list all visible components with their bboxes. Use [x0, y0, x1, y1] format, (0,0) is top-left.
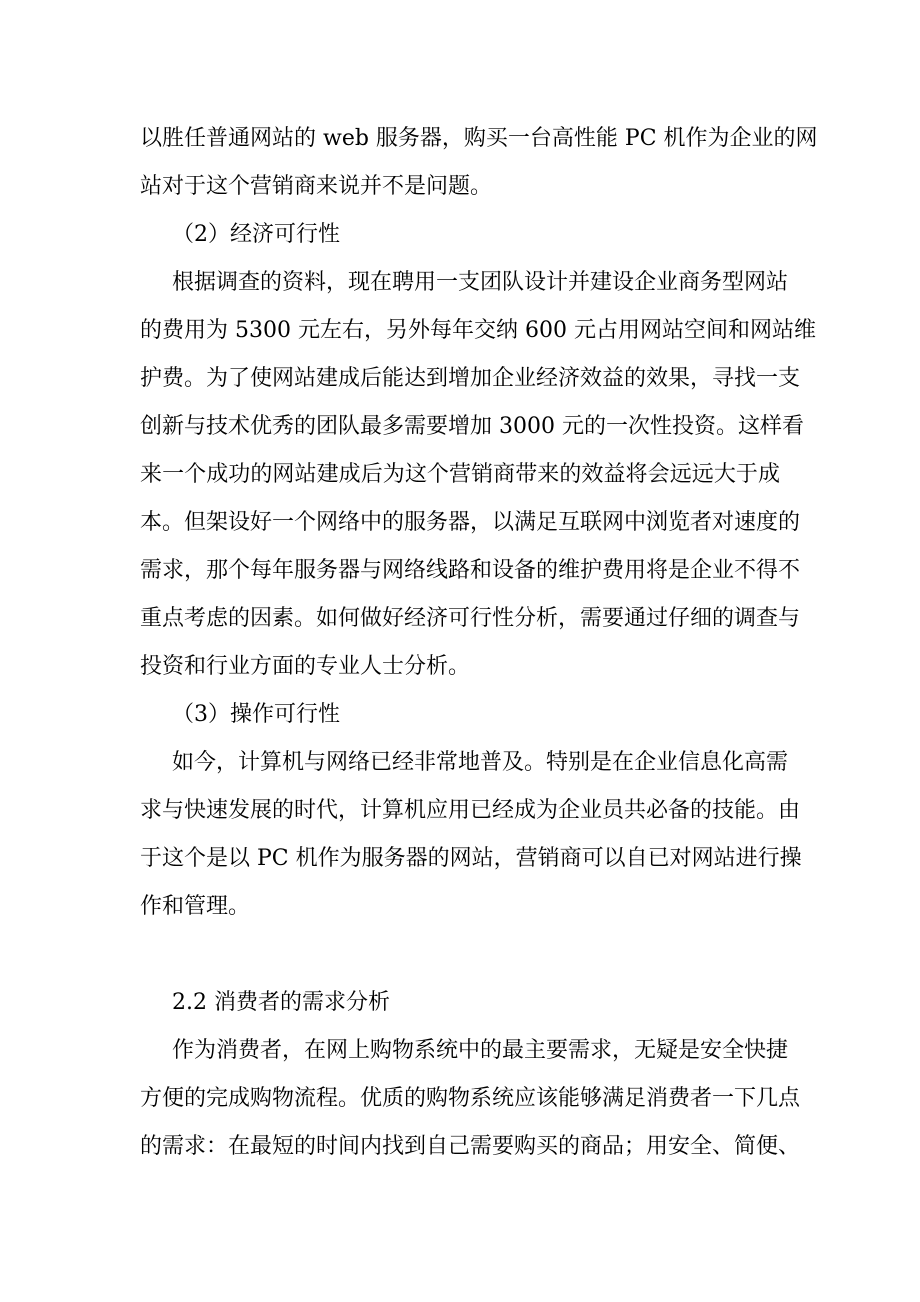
paragraph-line: 的需求：在最短的时间内找到自己需要购买的商品；用安全、简便、	[140, 1134, 801, 1159]
paragraph-line: 本。但架设好一个网络中的服务器，以满足互联网中浏览者对速度的	[140, 510, 801, 535]
paragraph-line: 根据调查的资料，现在聘用一支团队设计并建设企业商务型网站	[172, 270, 789, 295]
paragraph-line: 以胜任普通网站的 web 服务器，购买一台高性能 PC 机作为企业的网	[140, 126, 818, 151]
paragraph-line: 作和管理。	[140, 894, 251, 919]
paragraph-line: 求与快速发展的时代，计算机应用已经成为企业员共必备的技能。由	[140, 798, 801, 823]
section-title: 2.2 消费者的需求分析	[172, 990, 390, 1015]
paragraph-line: 创新与技术优秀的团队最多需要增加 3000 元的一次性投资。这样看	[140, 414, 804, 439]
heading-economic-feasibility: （2）经济可行性	[172, 222, 340, 247]
paragraph-line: 来一个成功的网站建成后为这个营销商带来的效益将会远远大于成	[140, 462, 780, 487]
paragraph-line: 需求，那个每年服务器与网络线路和设备的维护费用将是企业不得不	[140, 558, 801, 583]
paragraph-line: 的费用为 5300 元左右，另外每年交纳 600 元占用网站空间和网站维	[140, 318, 816, 343]
paragraph-line: 护费。为了使网站建成后能达到增加企业经济效益的效果，寻找一支	[140, 366, 801, 391]
paragraph-line: 投资和行业方面的专业人士分析。	[140, 654, 471, 679]
paragraph-line: 方便的完成购物流程。优质的购物系统应该能够满足消费者一下几点	[140, 1086, 801, 1111]
paragraph-line: 重点考虑的因素。如何做好经济可行性分析，需要通过仔细的调查与	[140, 606, 801, 631]
heading-operation-feasibility: （3）操作可行性	[172, 702, 340, 727]
paragraph-line: 作为消费者，在网上购物系统中的最主要需求，无疑是安全快捷	[172, 1038, 789, 1063]
paragraph-line: 于这个是以 PC 机作为服务器的网站，营销商可以自已对网站进行操	[140, 846, 802, 871]
paragraph-line: 如今，计算机与网络已经非常地普及。特别是在企业信息化高需	[172, 750, 789, 775]
paragraph-line: 站对于这个营销商来说并不是问题。	[140, 174, 493, 199]
